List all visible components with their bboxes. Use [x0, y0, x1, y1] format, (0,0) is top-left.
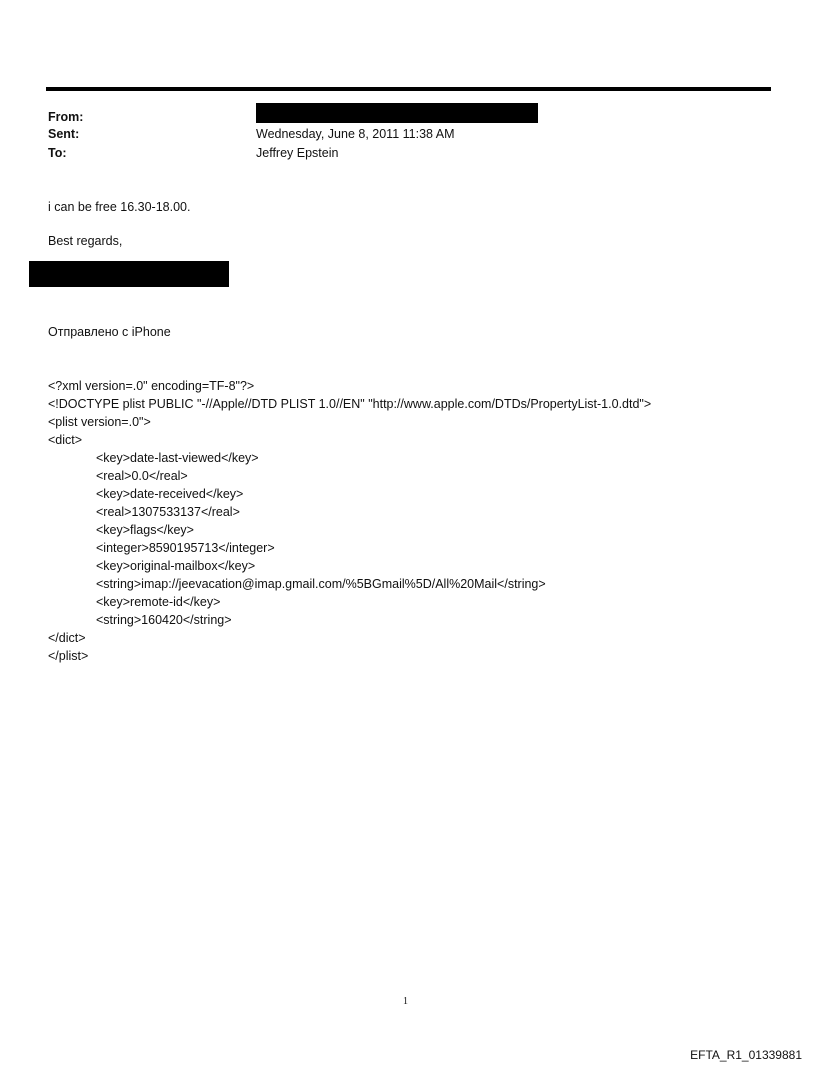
plist-line: <key>remote-id</key>: [96, 595, 221, 609]
redacted-signature: [29, 261, 229, 287]
plist-line: <dict>: [48, 433, 83, 447]
plist-line: </plist>: [48, 649, 89, 663]
plist-line: <real>0.0</real>: [96, 469, 188, 483]
plist-line: <plist version=.0">: [48, 415, 151, 429]
closing: Best regards,: [48, 234, 123, 248]
plist-line: <!DOCTYPE plist PUBLIC "-//Apple//DTD PLIST 1.0//EN" "http://www.apple.com/DTDs/PropertyList-1.0.dtd">: [48, 397, 652, 411]
sent-value: Wednesday, June 8, 2011 11:38 AM: [256, 127, 455, 141]
plist-line: <key>date-received</key>: [96, 487, 244, 501]
from-label: From:: [48, 110, 84, 124]
page-number: 1: [403, 996, 408, 1007]
plist-line: </dict>: [48, 631, 86, 645]
to-label: To:: [48, 146, 67, 160]
plist-line: <?xml version=.0" encoding=TF-8"?>: [48, 379, 255, 393]
to-value: Jeffrey Epstein: [256, 146, 339, 160]
plist-block: [48, 377, 651, 665]
redacted-sender: [256, 103, 538, 123]
plist-line: <key>flags</key>: [96, 523, 194, 537]
body-message: i can be free 16.30-18.00.: [48, 200, 191, 214]
plist-line: <key>date-last-viewed</key>: [96, 451, 259, 465]
device-signature: Отправлено с iPhone: [48, 325, 171, 339]
sent-label: Sent:: [48, 127, 80, 141]
plist-line: <string>160420</string>: [96, 613, 232, 627]
plist-line: <real>1307533137</real>: [96, 505, 240, 519]
header-rule: [46, 87, 771, 91]
bates-number: EFTA_R1_01339881: [690, 1048, 802, 1062]
plist-line: <string>imap://jeevacation@imap.gmail.com/%5BGmail%5D/All%20Mail</string>: [96, 577, 546, 591]
plist-line: <integer>8590195713</integer>: [96, 541, 275, 555]
plist-line: <key>original-mailbox</key>: [96, 559, 256, 573]
